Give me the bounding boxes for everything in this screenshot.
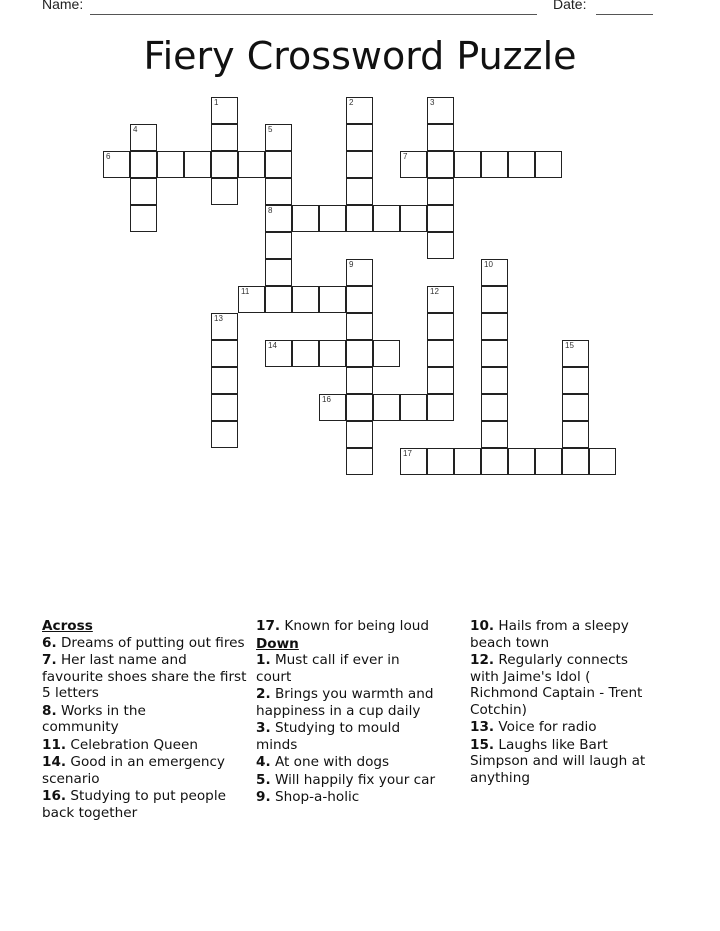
clue-down-9: 9. Shop-a-holic: [256, 789, 360, 805]
grid-cell[interactable]: [508, 448, 535, 475]
clue-down-1: 1. Must call if ever in court: [256, 652, 400, 685]
grid-cell[interactable]: [373, 340, 400, 367]
grid-cell[interactable]: [211, 178, 238, 205]
grid-cell[interactable]: [481, 259, 508, 286]
grid-cell[interactable]: [292, 286, 319, 313]
clue-number: 2: [349, 98, 354, 107]
clue-number: 9: [349, 260, 354, 269]
grid-cell[interactable]: [319, 286, 346, 313]
grid-cell[interactable]: [265, 151, 292, 178]
grid-cell[interactable]: [427, 394, 454, 421]
clue-down-15: 15. Laughs like Bart Simpson and will laugh at anything: [470, 736, 646, 786]
clue-number: 4: [133, 125, 138, 134]
grid-cell[interactable]: [373, 394, 400, 421]
grid-cell[interactable]: [211, 367, 238, 394]
grid-cell[interactable]: [562, 421, 589, 448]
grid-cell[interactable]: [265, 286, 292, 313]
grid-cell[interactable]: [427, 124, 454, 151]
grid-cell[interactable]: [346, 448, 373, 475]
grid-cell[interactable]: [427, 97, 454, 124]
clue-number: 16: [322, 395, 331, 404]
page-title: Fiery Crossword Puzzle: [143, 34, 577, 78]
grid-cell[interactable]: [265, 340, 292, 367]
grid-cell[interactable]: [211, 124, 238, 151]
grid-cell[interactable]: [427, 205, 454, 232]
grid-cell[interactable]: [238, 151, 265, 178]
grid-cell[interactable]: [481, 151, 508, 178]
grid-cell[interactable]: [157, 151, 184, 178]
grid-cell[interactable]: [400, 205, 427, 232]
clue-across-11: 11. Celebration Queen: [42, 736, 198, 753]
clue-across-16: 16. Studying to put people back together: [42, 788, 226, 821]
clue-down-10: 10. Hails from a sleepy beach town: [470, 618, 629, 651]
grid-cell[interactable]: [427, 313, 454, 340]
date-label: Date:: [553, 0, 587, 12]
grid-cell[interactable]: [400, 448, 427, 475]
crossword-grid: [103, 97, 623, 487]
grid-cell[interactable]: [562, 367, 589, 394]
grid-cell[interactable]: [508, 151, 535, 178]
grid-cell[interactable]: [319, 340, 346, 367]
grid-cell[interactable]: [589, 448, 616, 475]
grid-cell[interactable]: [535, 448, 562, 475]
clue-number: 17: [403, 449, 412, 458]
clue-down-5: 5. Will happily fix your car: [256, 771, 436, 788]
clues-column-3: [470, 618, 670, 787]
grid-cell[interactable]: [103, 151, 130, 178]
clue-number: 10: [484, 260, 493, 269]
clue-across-6: 6. Dreams of putting out fires: [42, 634, 245, 651]
clue-number: 3: [430, 98, 435, 107]
grid-cell[interactable]: [481, 421, 508, 448]
grid-cell[interactable]: [454, 151, 481, 178]
grid-cell[interactable]: [346, 367, 373, 394]
clue-across-17: 17. Known for being loud: [256, 618, 430, 634]
clue-number: 11: [241, 287, 250, 296]
grid-cell[interactable]: [265, 124, 292, 151]
grid-cell[interactable]: [211, 394, 238, 421]
grid-cell[interactable]: [562, 448, 589, 475]
clue-across-14: 14. Good in an emergency scenario: [42, 754, 225, 787]
grid-cell[interactable]: [211, 421, 238, 448]
grid-cell[interactable]: [346, 421, 373, 448]
name-field[interactable]: [90, 14, 537, 15]
grid-cell[interactable]: [265, 205, 292, 232]
grid-cell[interactable]: [346, 205, 373, 232]
grid-cell[interactable]: [346, 394, 373, 421]
grid-cell[interactable]: [346, 97, 373, 124]
grid-cell[interactable]: [373, 205, 400, 232]
grid-cell[interactable]: [535, 151, 562, 178]
grid-cell[interactable]: [130, 124, 157, 151]
grid-cell[interactable]: [346, 286, 373, 313]
clue-down-2: 2. Brings you warmth and happiness in a cup daily: [256, 686, 434, 719]
clues-column-2: [256, 618, 456, 807]
grid-cell[interactable]: [319, 205, 346, 232]
grid-cell[interactable]: [481, 286, 508, 313]
date-field[interactable]: [596, 14, 653, 15]
clue-number: 12: [430, 287, 439, 296]
grid-cell[interactable]: [562, 394, 589, 421]
grid-cell[interactable]: [481, 448, 508, 475]
grid-cell[interactable]: [427, 178, 454, 205]
grid-cell[interactable]: [211, 313, 238, 340]
grid-cell[interactable]: [319, 394, 346, 421]
clue-number: 13: [214, 314, 223, 323]
grid-cell[interactable]: [481, 394, 508, 421]
grid-cell[interactable]: [481, 367, 508, 394]
grid-cell[interactable]: [346, 259, 373, 286]
clue-number: 5: [268, 125, 273, 134]
grid-cell[interactable]: [481, 340, 508, 367]
grid-cell[interactable]: [562, 340, 589, 367]
grid-cell[interactable]: [265, 178, 292, 205]
clue-down-3: 3. Studying to mould minds: [256, 720, 401, 753]
grid-cell[interactable]: [346, 313, 373, 340]
clue-number: 15: [565, 341, 574, 350]
clue-number: 6: [106, 152, 111, 161]
clue-down-13: 13. Voice for radio: [470, 719, 597, 735]
grid-cell[interactable]: [211, 151, 238, 178]
grid-cell[interactable]: [184, 151, 211, 178]
grid-cell[interactable]: [454, 448, 481, 475]
clues-column-1: [42, 618, 247, 822]
down-heading: Down: [256, 635, 299, 652]
grid-cell[interactable]: [346, 124, 373, 151]
grid-cell[interactable]: [211, 97, 238, 124]
grid-cell[interactable]: [346, 340, 373, 367]
grid-cell[interactable]: [238, 286, 265, 313]
grid-cell[interactable]: [400, 151, 427, 178]
clue-number: 7: [403, 152, 408, 161]
grid-cell[interactable]: [130, 178, 157, 205]
grid-cell[interactable]: [346, 178, 373, 205]
clue-number: 1: [214, 98, 219, 107]
grid-cell[interactable]: [427, 340, 454, 367]
clue-across-8: 8. Works in the community: [42, 702, 146, 735]
grid-cell[interactable]: [265, 232, 292, 259]
grid-cell[interactable]: [427, 286, 454, 313]
grid-cell[interactable]: [427, 151, 454, 178]
grid-cell[interactable]: [427, 367, 454, 394]
grid-cell[interactable]: [481, 313, 508, 340]
clue-across-7: 7. Her last name and favourite shoes share the first 5 letters: [42, 652, 247, 701]
grid-cell[interactable]: [346, 151, 373, 178]
grid-cell[interactable]: [292, 205, 319, 232]
grid-cell[interactable]: [427, 232, 454, 259]
clue-number: 14: [268, 341, 277, 350]
grid-cell[interactable]: [292, 340, 319, 367]
grid-cell[interactable]: [265, 259, 292, 286]
grid-cell[interactable]: [130, 205, 157, 232]
clue-number: 8: [268, 206, 273, 215]
grid-cell[interactable]: [130, 151, 157, 178]
across-heading: Across: [42, 618, 93, 634]
clue-down-12: 12. Regularly connects with Jaime's Idol ( Richmond Captain - Trent Cotchin): [470, 652, 643, 718]
name-label: Name:: [42, 0, 84, 12]
clue-down-4: 4. At one with dogs: [256, 754, 390, 770]
grid-cell[interactable]: [211, 340, 238, 367]
grid-cell[interactable]: [427, 448, 454, 475]
grid-cell[interactable]: [400, 394, 427, 421]
